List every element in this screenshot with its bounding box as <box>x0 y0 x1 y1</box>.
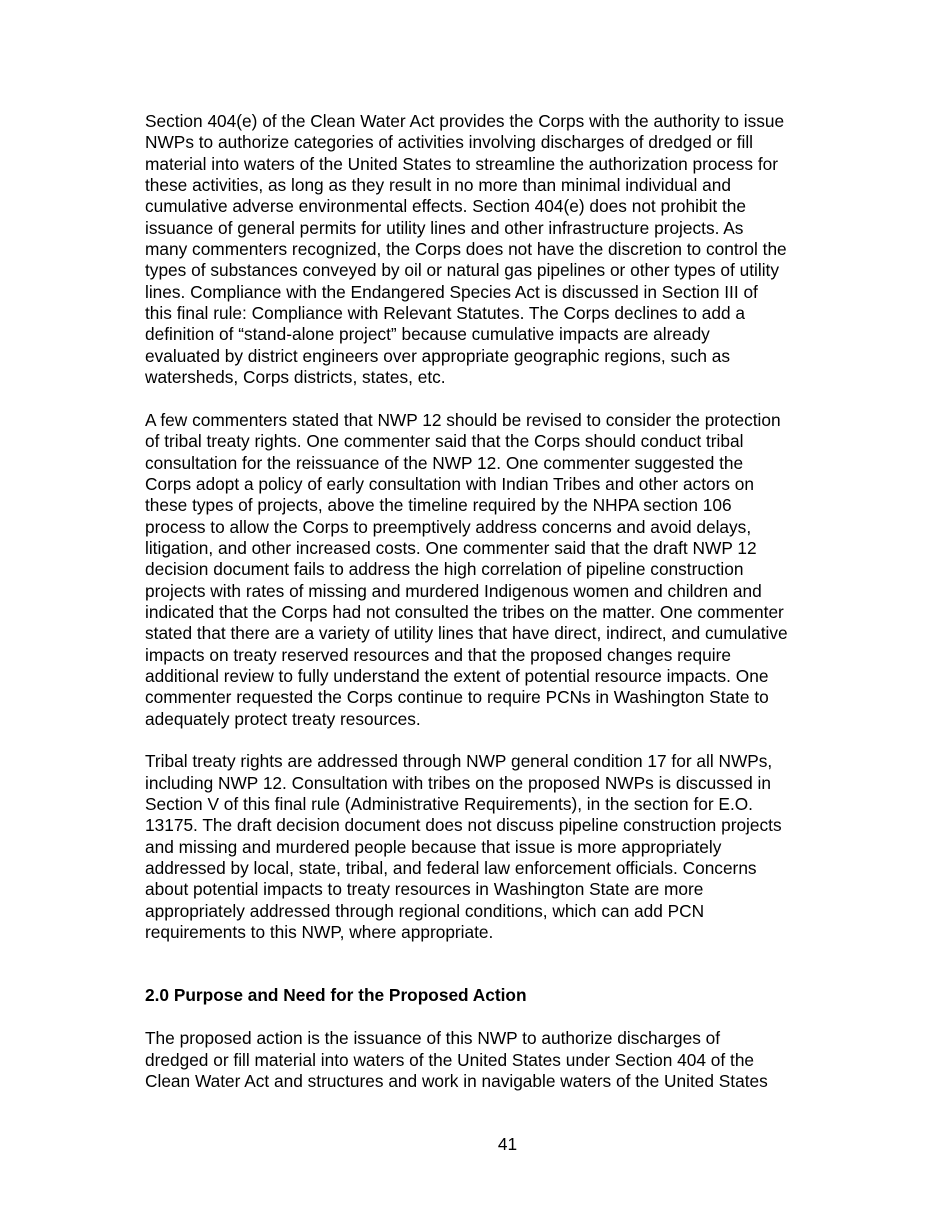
text-line: projects with rates of missing and murdered Indigenous women and children and <box>145 580 762 601</box>
text-line: about potential impacts to treaty resources in Washington State are more <box>145 879 704 900</box>
text-line: indicated that the Corps had not consulted the tribes on the matter. One commenter <box>145 601 784 622</box>
text-line: Clean Water Act and structures and work in navigable waters of the United States <box>145 1070 768 1091</box>
text-line: addressed by local, state, tribal, and federal law enforcement officials. Concerns <box>145 858 757 879</box>
section-heading: 2.0 Purpose and Need for the Proposed Action <box>145 985 527 1006</box>
text-line: Section V of this final rule (Administrative Requirements), in the section for E.O. <box>145 794 753 814</box>
text-line: litigation, and other increased costs. One commenter said that the draft NWP 12 <box>145 537 757 558</box>
text-line: decision document fails to address the high correlation of pipeline construction <box>145 559 744 580</box>
text-line: types of substances conveyed by oil or natural gas pipelines or other types of utility <box>145 260 779 281</box>
text-line: including NWP 12. Consultation with tribes on the proposed NWPs is discussed in <box>145 772 771 793</box>
paragraph-section-404e <box>145 111 845 388</box>
text-line: 13175. The draft decision document does not discuss pipeline construction projects <box>145 815 782 836</box>
text-line: this final rule: Compliance with Relevant Statutes. The Corps declines to add a <box>145 303 746 324</box>
text-line: consultation for the reissuance of the NWP 12. One commenter suggested the <box>145 452 744 473</box>
text-line: stated that there are a variety of utility lines that have direct, indirect, and cumulative <box>145 623 788 644</box>
text-line: requirements to this NWP, where appropriate. <box>145 922 494 943</box>
paragraph-tribal-comments <box>145 410 845 730</box>
text-line: adequately protect treaty resources. <box>145 708 421 729</box>
text-line: and missing and murdered people because that issue is more appropriately <box>145 836 722 857</box>
text-line: commenter requested the Corps continue to require PCNs in Washington State to <box>145 687 769 708</box>
text-line: issuance of general permits for utility lines and other infrastructure projects. As <box>145 217 744 238</box>
text-line: Corps adopt a policy of early consultation with Indian Tribes and other actors on <box>145 473 755 494</box>
text-line: material into waters of the United States to streamline the authorization process for <box>145 153 779 174</box>
text-line: many commenters recognized, the Corps does not have the discretion to control the <box>145 239 787 260</box>
text-line: dredged or fill material into waters of the United States under Section 404 of the <box>145 1049 755 1070</box>
text-line: Section 404(e) of the Clean Water Act provides the Corps with the authority to issue <box>145 111 785 131</box>
text-line: lines. Compliance with the Endangered Species Act is discussed in Section III of <box>145 281 758 302</box>
text-line: Tribal treaty rights are addressed through NWP general condition 17 for all NWPs, <box>145 751 773 772</box>
page-number: 41 <box>497 1134 518 1154</box>
text-line: additional review to fully understand the extent of potential resource impacts. One <box>145 665 769 686</box>
text-line: watersheds, Corps districts, states, etc. <box>145 367 446 388</box>
text-line: evaluated by district engineers over appropriate geographic regions, such as <box>145 345 731 366</box>
text-line: impacts on treaty reserved resources and that the proposed changes require <box>145 644 731 665</box>
text-line: these activities, as long as they result in no more than minimal individual and <box>145 175 731 196</box>
text-line: process to allow the Corps to preemptively address concerns and avoid delays, <box>145 516 752 537</box>
text-line: A few commenters stated that NWP 12 should be revised to consider the protection <box>145 409 781 430</box>
text-line: cumulative adverse environmental effects. Section 404(e) does not prohibit the <box>145 196 747 217</box>
text-line: NWPs to authorize categories of activities involving discharges of dredged or fill <box>145 132 754 153</box>
page-body <box>145 111 845 1092</box>
text-line: The proposed action is the issuance of this NWP to authorize discharges of <box>145 1028 721 1049</box>
text-line: these types of projects, above the timeline required by the NHPA section 106 <box>145 495 732 516</box>
paragraph-tribal-response <box>145 751 845 943</box>
text-line: definition of “stand-alone project” because cumulative impacts are already <box>145 324 710 345</box>
paragraph-proposed-action <box>145 1028 845 1092</box>
text-line: appropriately addressed through regional conditions, which can add PCN <box>145 900 705 921</box>
text-line: of tribal treaty rights. One commenter said that the Corps should conduct tribal <box>145 431 744 452</box>
